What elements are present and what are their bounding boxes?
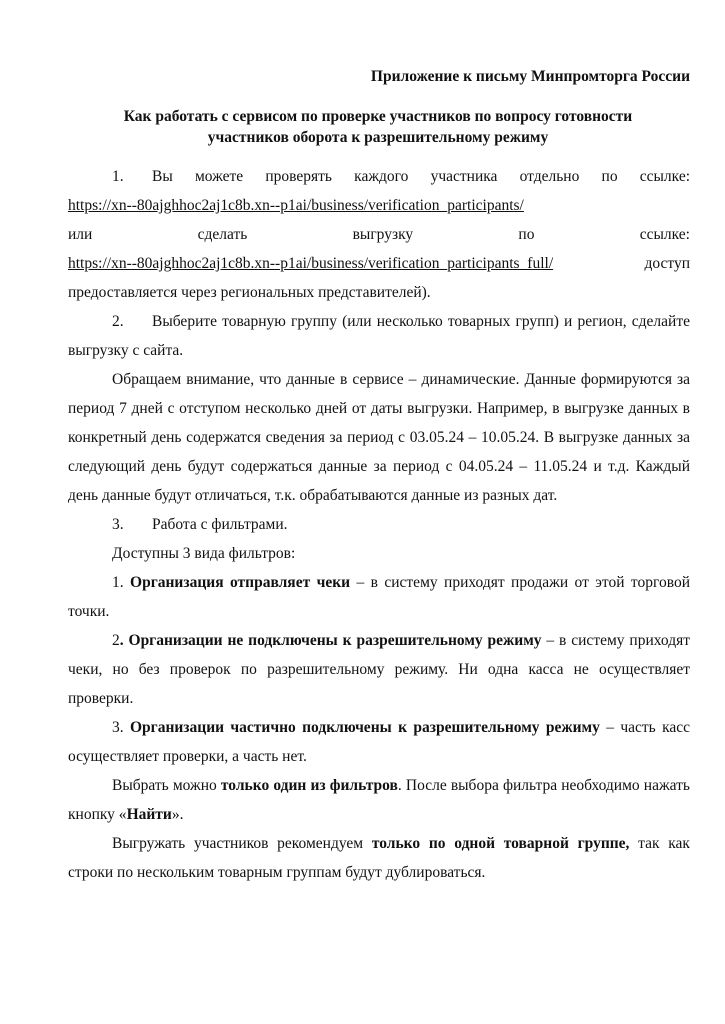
filter-2 [68,626,690,713]
find-button-name: Найти [126,806,172,823]
filter-number: 1. [112,574,131,591]
item-number: 2. [112,313,124,330]
paragraph-6 [68,771,690,829]
item-number: 3. [112,516,124,533]
filter-name: Организация отправляет чеки [130,574,351,591]
filter-number: 2 [112,632,120,649]
filter-description: – в систему приходят продажи от этой торговой точки. [68,574,690,620]
paragraph-5: Доступны 3 вида фильтров: [112,545,296,562]
paragraph-4 [68,510,690,539]
paragraph-1-line-1 [68,162,690,191]
document-body [68,162,690,887]
filter-3 [68,713,690,771]
text-segment: Выбрать можно [112,777,221,794]
title-line-2: участников оборота к разрешительному режиму [207,129,549,146]
paragraph-2 [68,307,690,365]
item-number: 1. [112,168,124,185]
paragraph-7 [68,829,690,887]
annex-heading: Приложение к письму Минпромторга России [370,68,690,85]
verification-full-link[interactable]: https://xn--80ajghhoc2aj1c8b.xn--p1ai/business/verification_participants_full/ [68,255,554,272]
filter-description: – в систему приходят чеки, но без проверок по разрешительному режиму. Ни одна касса не осуществляет проверки. [68,632,690,707]
paragraph-1-link-1 [68,191,690,220]
paragraph-1-link-2 [68,249,690,278]
paragraph-1-tail: предоставляется через региональных представителей). [68,284,431,301]
document-title [68,106,688,148]
paragraph-text: Выберите товарную группу (или несколько товарных групп) и регион, сделайте выгрузку с сайта. [68,313,690,359]
text-segment: ». [171,806,184,823]
paragraph-3: Обращаем внимание, что данные в сервисе – динамические. Данные формируются за период 7 дней с отступом несколько дней от даты выгрузки. Например, в выгрузке данных в конкретный день содержатся сведения за период с 03.05.24 – 10.05.24. В выгрузке данных за следующий день будут содержаться данные за период с 04.05.24 – 11.05.24 и т.д. Каждый день данные будут отличаться, т.к. обрабатываются данные из разных дат. [68,371,690,504]
text-segment: так как строки по нескольким товарным группам будут дублироваться. [68,835,690,881]
text-segment: Выгружать участников рекомендуем [112,835,372,852]
verification-link[interactable]: https://xn--80ajghhoc2aj1c8b.xn--p1ai/business/verification_participants/ [68,197,524,214]
filter-number: 3. [112,719,130,736]
filter-name: Организации частично подключены к разрешительному режиму [129,719,600,736]
paragraph-text: Работа с фильтрами. [152,516,288,533]
paragraph-text: доступ [644,255,690,272]
filter-description: – часть касс осуществляет проверки, а часть нет. [68,719,690,765]
text-segment-bold: только по одной товарной группе, [371,835,630,852]
text-segment: . После выбора фильтра необходимо нажать кнопку « [68,777,690,823]
title-line-1: Как работать с сервисом по проверке участников по вопросу готовности [123,108,633,125]
paragraph-1-mid: или сделать выгрузку по ссылке: [68,226,690,243]
filter-name: . Организации не подключены к разрешительному режиму [119,632,542,649]
paragraph-text: Вы можете проверять каждого участника отдельно по ссылке: [152,168,690,185]
filter-1 [68,568,690,626]
text-segment-bold: только один из фильтров [220,777,398,794]
